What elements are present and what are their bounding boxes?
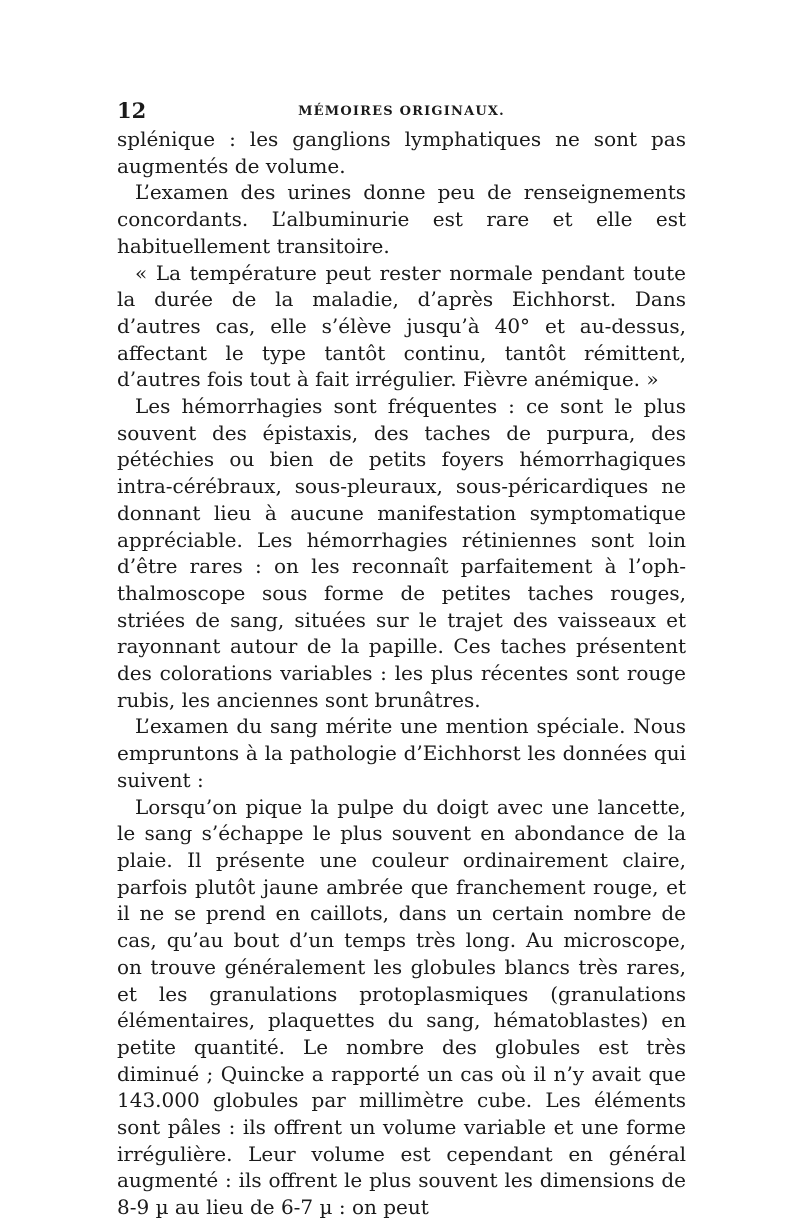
- paragraph-hemorrhages: Les hémorrhagies sont fréquentes : ce sont le plus souvent des épistaxis, des taches de purpura, des pétéchies ou bien de petits foyers hémorrhagiques intra-cérébraux, sous-pleuraux, sous-péricardiques ne donnant lieu à aucune manifestation symptomatique appréciable. Les hémorrhagies rétiniennes sont loin d’être rares : on les reconnaît parfaitement à l’ophthalmoscope sous forme de petites taches rouges, striées de sang, situées sur le trajet des vaisseaux et rayonnant autour de la papille. Ces taches présentent des colorations variables : les plus récentes sont rouge rubis, les anciennes sont brunâtres.: [117, 394, 686, 712]
- paragraph-temperature-quote: « La température peut rester normale pendant toute la durée de la maladie, d’après Eichhorst. Dans d’autres cas, elle s’élève jusqu’à 40° et au-dessus, affectant le type tantôt continu, tantôt rémittent, d’autres fois tout à fait irrégulier. Fièvre anémique. »: [117, 260, 686, 392]
- body-text: [117, 126, 686, 1221]
- paragraph-urine-exam: L’examen des urines donne peu de renseignements concordants. L’albuminurie est rare et elle est habituellement transitoire.: [117, 180, 686, 258]
- page-number: 12: [117, 98, 147, 123]
- paragraph-blood-exam-intro: L’examen du sang mérite une mention spéciale. Nous empruntons à la pathologie d’Eichhorst les données qui suivent :: [117, 714, 686, 792]
- paragraph-blood-exam-details: Lorsqu’on pique la pulpe du doigt avec une lancette, le sang s’échappe le plus souvent en abondance de la plaie. Il présente une couleur ordinairement claire, parfois plutôt jaune ambrée que franchement rouge, et il ne se prend en caillots, dans un certain nombre de cas, qu’au bout d’un temps très long. Au microscope, on trouve généralement les globules blancs très rares, et les granulations protoplasmiques (granulations élémentaires, plaquettes du sang, hématoblastes) en petite quantité. Le nombre des globules est très diminué ; Quincke a rapporté un cas où il n’y avait que 143.000 globules par millimètre cube. Les éléments sont pâles : ils offrent un volume variable et une forme irrégulière. Leur volume est cependant en général augmenté : ils offrent le plus souvent les dimensions de 8-9 µ au lieu de 6-7 µ : on peut: [117, 794, 686, 1220]
- page-header: [117, 96, 686, 126]
- running-title: MÉMOIRES ORIGINAUX.: [298, 104, 505, 119]
- book-page: [117, 96, 686, 1221]
- paragraph-continuation: splénique : les ganglions lymphatiques ne sont pas augmentés de volume.: [117, 127, 686, 178]
